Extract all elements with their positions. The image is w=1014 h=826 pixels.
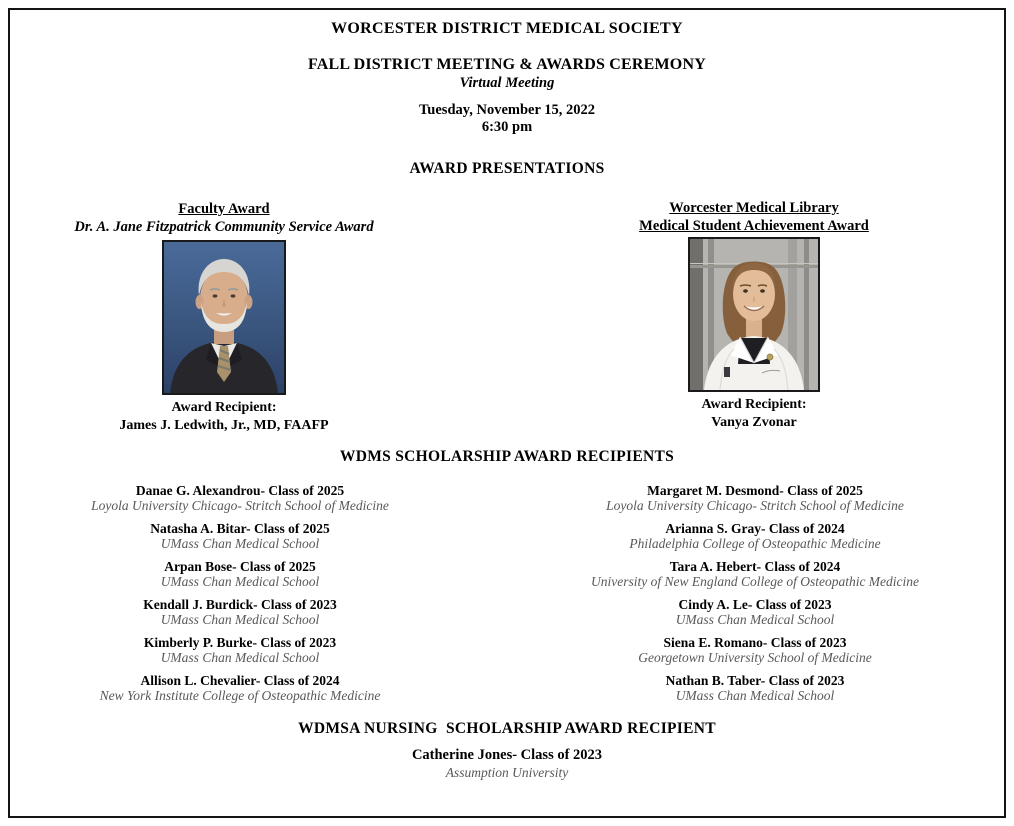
scholarship-section-heading: WDMS SCHOLARSHIP AWARD RECIPIENTS — [339, 448, 675, 465]
scholarship-entry — [575, 597, 935, 627]
event-date: Tuesday, November 15, 2022 — [418, 102, 596, 118]
scholarship-entry — [60, 635, 420, 665]
scholarship-recipient-name: Allison L. Chevalier- Class of 2024 — [140, 673, 340, 688]
scholarship-recipient-name: Arpan Bose- Class of 2025 — [164, 559, 316, 574]
scholarship-recipient-name: Danae G. Alexandrou- Class of 2025 — [135, 483, 345, 498]
library-award-title-line2: Medical Student Achievement Award — [639, 218, 869, 235]
faculty-award-title: Faculty Award — [178, 201, 270, 217]
scholarship-recipient-name: Cindy A. Le- Class of 2023 — [678, 597, 832, 612]
scholarship-entry — [575, 559, 935, 589]
scholarship-recipient-school: New York Institute College of Osteopathic Medicine — [99, 688, 381, 703]
event-subtitle: Virtual Meeting — [459, 75, 555, 91]
scholarship-recipient-school: Georgetown University School of Medicine — [638, 650, 872, 665]
event-time: 6:30 pm — [481, 119, 533, 135]
library-recipient-photo — [688, 237, 820, 392]
scholarship-recipient-name: Kendall J. Burdick- Class of 2023 — [143, 597, 337, 612]
faculty-recipient-name: James J. Ledwith, Jr., MD, FAAFP — [119, 417, 329, 433]
faculty-recipient-label: Award Recipient: — [171, 400, 277, 416]
scholarship-recipient-name: Kimberly P. Burke- Class of 2023 — [143, 635, 337, 650]
scholarship-left-column — [60, 483, 420, 711]
scholarship-entry — [575, 521, 935, 551]
scholarship-entry — [575, 483, 935, 513]
library-recipient-label: Award Recipient: — [701, 397, 807, 413]
scholarship-recipient-name: Natasha A. Bitar- Class of 2025 — [150, 521, 330, 536]
scholarship-recipient-school: UMass Chan Medical School — [675, 688, 835, 703]
scholarship-recipient-name: Tara A. Hebert- Class of 2024 — [669, 559, 841, 574]
awards-section-heading: AWARD PRESENTATIONS — [409, 160, 605, 177]
scholarship-entry — [60, 521, 420, 551]
library-award-title-line1: Worcester Medical Library — [669, 200, 839, 216]
faculty-award-subtitle: Dr. A. Jane Fitzpatrick Community Service Award — [74, 219, 374, 236]
faculty-recipient-photo — [162, 240, 286, 395]
scholarship-recipient-name: Margaret M. Desmond- Class of 2025 — [647, 483, 863, 498]
scholarship-entry — [60, 597, 420, 627]
scholarship-recipient-school: UMass Chan Medical School — [160, 574, 320, 589]
scholarship-recipient-school: UMass Chan Medical School — [160, 650, 320, 665]
scholarship-recipient-school: Philadelphia College of Osteopathic Medicine — [629, 536, 881, 551]
man-portrait-graphic — [164, 242, 284, 393]
scholarship-recipient-name: Arianna S. Gray- Class of 2024 — [665, 521, 845, 536]
scholarship-entry — [575, 635, 935, 665]
scholarship-recipient-name: Nathan B. Taber- Class of 2023 — [665, 673, 845, 688]
scholarship-entry — [60, 673, 420, 703]
scholarship-recipient-school: Loyola University Chicago- Stritch School of Medicine — [91, 498, 389, 513]
scholarship-right-column — [575, 483, 935, 711]
scholarship-recipient-school: University of New England College of Osteopathic Medicine — [590, 574, 920, 589]
scholarship-recipient-school: UMass Chan Medical School — [675, 612, 835, 627]
scholarship-entry — [60, 559, 420, 589]
scholarship-recipient-school: Loyola University Chicago- Stritch School of Medicine — [606, 498, 904, 513]
library-award-column — [578, 199, 930, 431]
faculty-award-column — [48, 200, 400, 434]
scholarship-entry — [60, 483, 420, 513]
event-title: FALL DISTRICT MEETING & AWARDS CEREMONY — [308, 56, 706, 73]
scholarship-recipient-school: UMass Chan Medical School — [160, 536, 320, 551]
scholarship-recipient-school: UMass Chan Medical School — [160, 612, 320, 627]
scholarship-recipient-name: Siena E. Romano- Class of 2023 — [663, 635, 847, 650]
scholarship-entry — [575, 673, 935, 703]
woman-portrait-graphic — [690, 239, 818, 390]
nursing-recipient-school: Assumption University — [445, 765, 569, 780]
nursing-section-heading: WDMSA NURSING SCHOLARSHIP AWARD RECIPIENT — [298, 720, 716, 737]
organization-name: WORCESTER DISTRICT MEDICAL SOCIETY — [331, 20, 683, 37]
library-recipient-name: Vanya Zvonar — [711, 414, 797, 430]
nursing-recipient-name: Catherine Jones- Class of 2023 — [411, 747, 603, 763]
